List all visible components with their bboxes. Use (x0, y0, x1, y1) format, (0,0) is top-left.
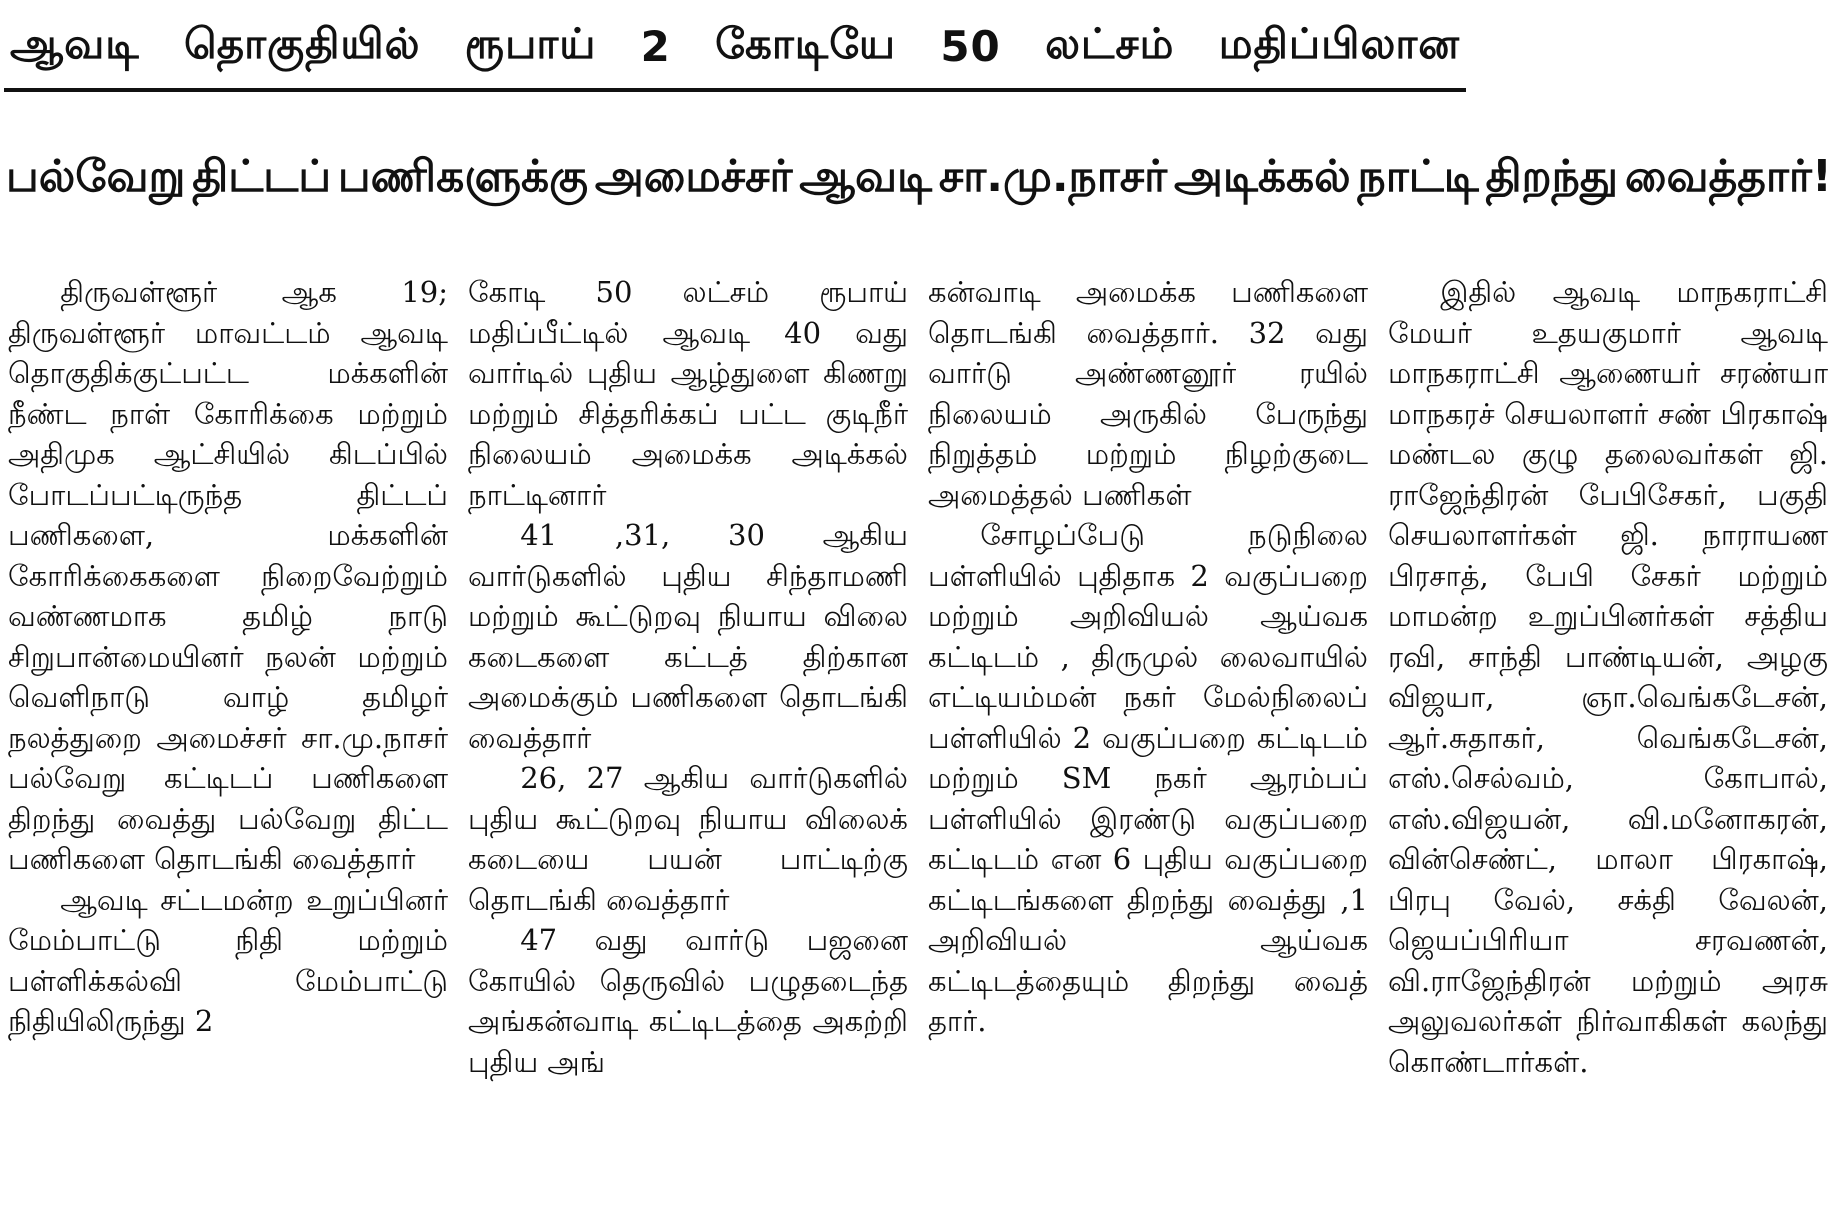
headline-word: சா.மு.நாசர் (938, 150, 1168, 202)
article-column-4 (1388, 272, 1828, 1210)
headline-word: திட்டப் (192, 150, 332, 202)
kicker-word: 50 (940, 21, 1001, 71)
article-paragraph: திருவள்ளூர் ஆக 19; திருவள்ளூர் மாவட்டம் ஆவடி தொகுதிக்குட்பட்ட மக்களின் நீண்ட நாள் கோரிக்கை மற்றும் அதிமுக ஆட்சியில் கிடப்பில் போடப்பட்டிருந்த திட்டப் பணிகளை, மக்களின் கோரிக்கைகளை நிறைவேற்றும் வண்ணமாக தமிழ் நாடு சிறுபான்மையினர் நலன் மற்றும் வெளிநாடு வாழ் தமிழர் நலத்துறை அமைச்சர் சா.மு.நாசர் பல்வேறு கட்டிடப் பணிகளை திறந்து வைத்து பல்வேறு திட்ட பணிகளை தொடங்கி வைத்தார் (8, 275, 448, 876)
kicker-word: கோடியே (715, 18, 897, 68)
article-paragraph: கன்வாடி அமைக்க பணிகளை தொடங்கி வைத்தார். 32 வது வார்டு அண்ணனூர் ரயில் நிலையம் அருகில் பேருந்து நிறுத்தம் மற்றும் நிழற்குடை அமைத்தல் பணிகள் (928, 275, 1368, 512)
headline-word: திறந்து (1485, 150, 1618, 202)
headline-word: வைத்தார்! (1624, 150, 1832, 202)
article-column-1 (8, 272, 448, 1210)
headline-word: அமைச்சர் (594, 150, 793, 202)
article-column-3 (928, 272, 1368, 1210)
kicker-word: ஆவடி (10, 18, 140, 68)
kicker-word: லட்சம் (1045, 18, 1175, 68)
article-paragraph: சோழப்பேடு நடுநிலை பள்ளியில் புதிதாக 2 வகுப்பறை மற்றும் அறிவியல் ஆய்வக கட்டிடம் , திருமுல் லைவாயில் எட்டியம்மன் நகர் மேல்நிலைப் பள்ளியில் 2 வகுப்பறை கட்டிடம் மற்றும் SM நகர் ஆரம்பப் பள்ளியில் இரண்டு வகுப்பறை கட்டிடம் என 6 புதிய வகுப்பறை கட்டிடங்களை திறந்து வைத்து ,1 அறிவியல் ஆய்வக கட்டிடத்தையும் திறந்து வைத் தார். (928, 518, 1368, 1038)
article-paragraph: இதில் ஆவடி மாநகராட்சி மேயர் உதயகுமார் ஆவடி மாநகராட்சி ஆணையர் சரண்யா மாநகரச் செயலாளர் சண் பிரகாஷ் மண்டல குழு தலைவர்கள் ஜி. ராஜேந்திரன் பேபிசேகர், பகுதி செயலாளர்கள் ஜி. நாராயண பிரசாத், பேபி சேகர் மற்றும் மாமன்ற உறுப்பினர்கள் சத்திய ரவி, சாந்தி பாண்டியன், அழகு விஜயா, ஞா.வெங்கடேசன், ஆர்.சுதாகர், வெங்கடேசன், எஸ்.செல்வம், கோபால், எஸ்.விஜயன், வி.மனோகரன், வின்செண்ட், மாலா பிரகாஷ், பிரபு வேல், சக்தி வேலன், ஜெயப்பிரியா சரவணன், வி.ராஜேந்திரன் மற்றும் அரசு அலுவலர்கள் நிர்வாகிகள் கலந்து கொண்டார்கள். (1388, 275, 1828, 1079)
article-paragraph: ஆவடி சட்டமன்ற உறுப்பினர் மேம்பாட்டு நிதி மற்றும் பள்ளிக்கல்வி மேம்பாட்டு நிதியிலிருந்து 2 (8, 882, 448, 1038)
article-column-2 (468, 272, 908, 1210)
kicker-word: தொகுதியில் (184, 18, 421, 68)
headline-word: பல்வேறு (6, 150, 186, 202)
headline-word: பணிகளுக்கு (337, 150, 588, 202)
kicker-headline (4, 4, 1466, 92)
article-paragraph: கோடி 50 லட்சம் ரூபாய் மதிப்பீட்டில் ஆவடி 40 வது வார்டில் புதிய ஆழ்துளை கிணறு மற்றும் சித்தரிக்கப் பட்ட குடிநீர் நிலையம் அமைக்க அடிக்கல் நாட்டினார் (468, 275, 908, 512)
headline-word: நாட்டி (1357, 150, 1479, 202)
article-paragraph: 26, 27 ஆகிய வார்டுகளில் புதிய கூட்டுறவு நியாய விலைக் கடையை பயன் பாட்டிற்கு தொடங்கி வைத்தார் (468, 761, 908, 917)
kicker-word: 2 (640, 21, 671, 71)
article-paragraph: 41 ,31, 30 ஆகிய வார்டுகளில் புதிய சிந்தாமணி மற்றும் கூட்டுறவு நியாய விலை கடைகளை கட்டத் திற்கான அமைக்கும் பணிகளை தொடங்கி வைத்தார் (468, 518, 908, 755)
article-paragraph: 47 வது வார்டு பஜனை கோயில் தெருவில் பழுதடைந்த அங்கன்வாடி கட்டிடத்தை அகற்றி புதிய அங் (468, 923, 908, 1079)
article-body (8, 272, 1830, 1210)
headline-word: ஆவடி (799, 150, 933, 202)
main-headline (0, 104, 1838, 254)
kicker-word: ரூபாய் (464, 18, 597, 68)
headline-word: அடிக்கல் (1173, 150, 1351, 202)
kicker-word: மதிப்பிலான (1218, 18, 1460, 68)
